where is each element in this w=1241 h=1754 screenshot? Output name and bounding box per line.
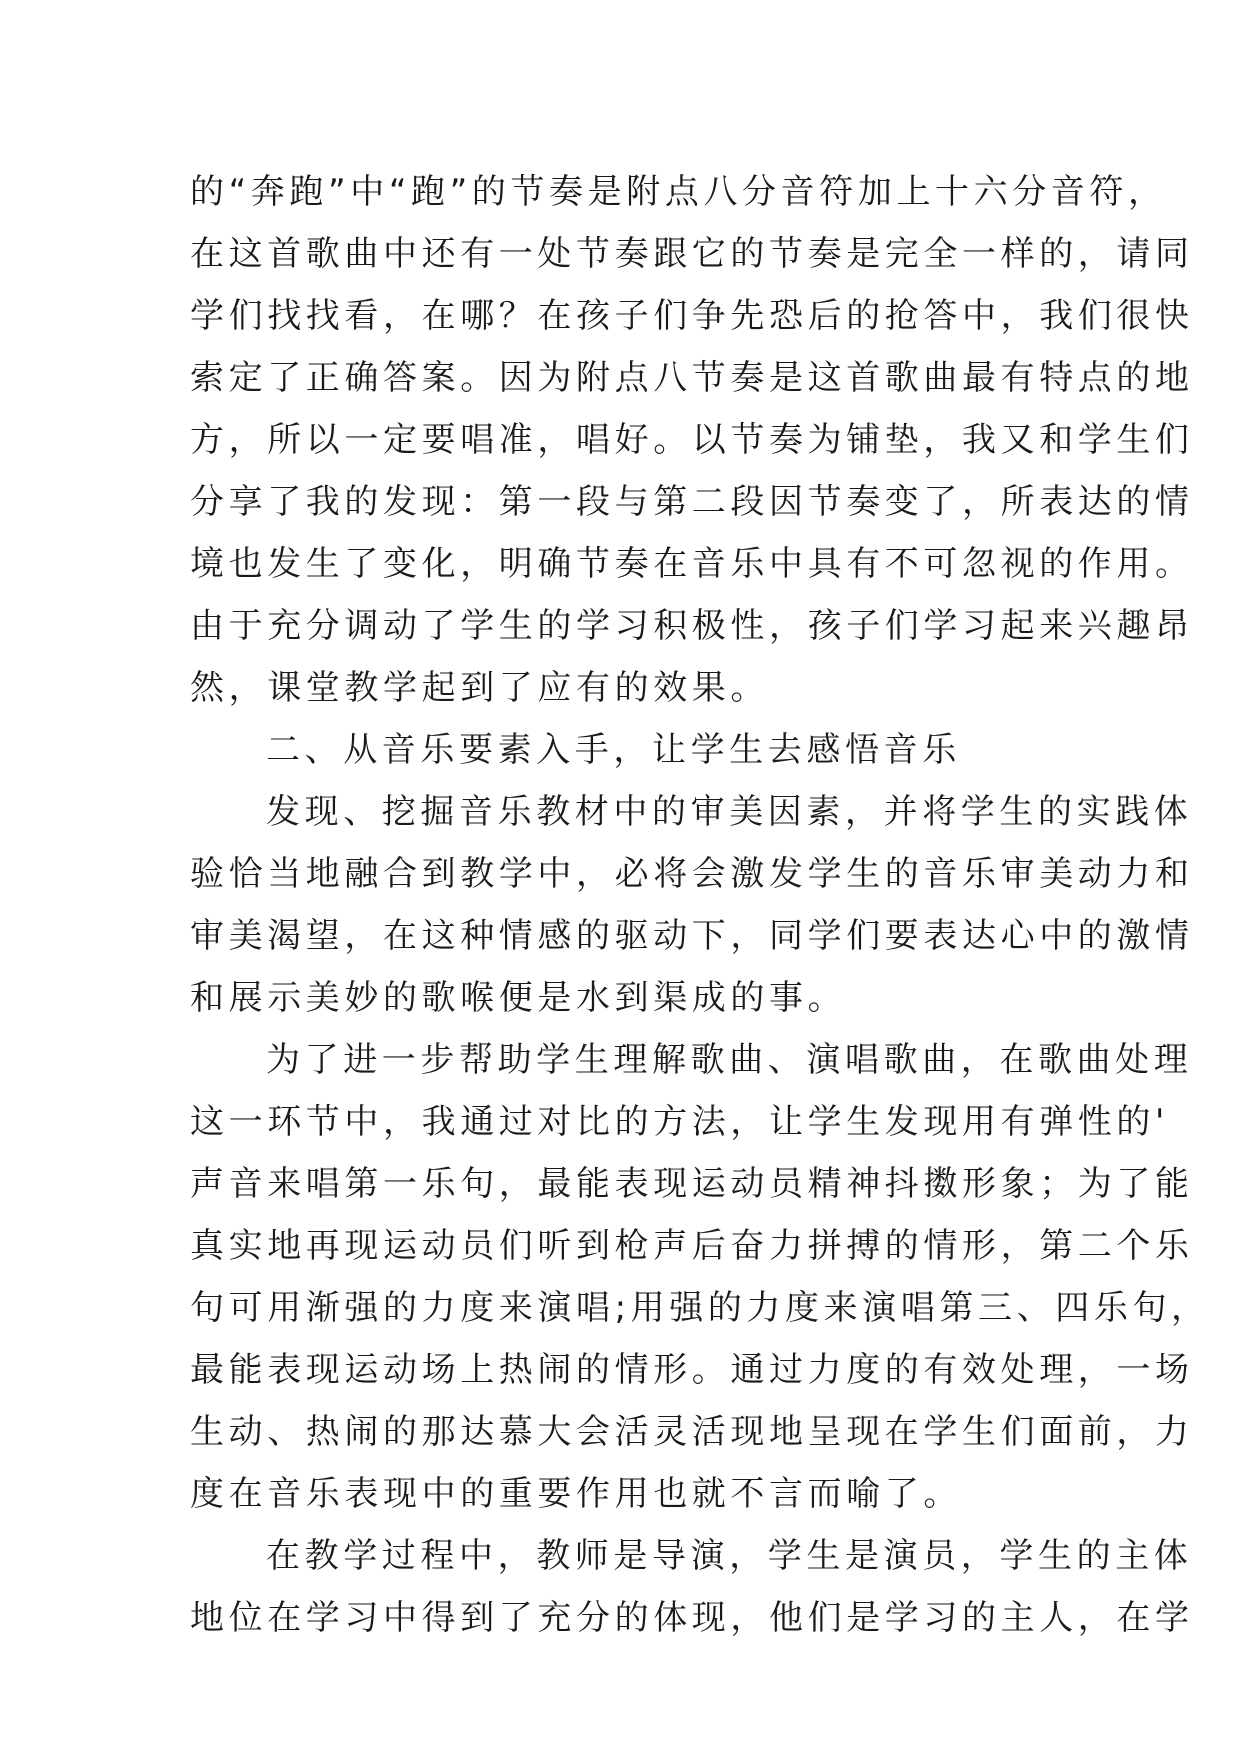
text-line: 句可用渐强的力度来演唱;用强的力度来演唱第三、四乐句，	[190, 1288, 1210, 1328]
text-line: 分享了我的发现：第一段与第二段因节奏变了，所表达的情	[190, 482, 1194, 522]
text-line: 境也发生了变化，明确节奏在音乐中具有不可忽视的作用。	[190, 544, 1194, 584]
text-line: 地位在学习中得到了充分的体现，他们是学习的主人，在学	[190, 1598, 1194, 1638]
text-line: 由于充分调动了学生的学习积极性，孩子们学习起来兴趣昂	[190, 606, 1194, 646]
text-line: 审美渴望，在这种情感的驱动下，同学们要表达心中的激情	[190, 916, 1194, 956]
text-line: 在这首歌曲中还有一处节奏跟它的节奏是完全一样的，请同	[190, 234, 1194, 274]
paragraph-4	[190, 1525, 1194, 1649]
text-line: 发现、挖掘音乐教材中的审美因素，并将学生的实践体	[266, 792, 1193, 832]
text-line: 度在音乐表现中的重要作用也就不言而喻了。	[190, 1474, 962, 1514]
text-line: 生动、热闹的那达慕大会活灵活现地呈现在学生们面前，力	[190, 1412, 1194, 1452]
text-line: 和展示美妙的歌喉便是水到渠成的事。	[190, 978, 847, 1018]
text-line: 然，课堂教学起到了应有的效果。	[190, 668, 769, 708]
section-heading: 二、从音乐要素入手，让学生去感悟音乐	[266, 730, 961, 770]
text-line: 最能表现运动场上热闹的情形。通过力度的有效处理，一场	[190, 1350, 1194, 1390]
text-line: 学们找找看，在哪？在孩子们争先恐后的抢答中，我们很快	[190, 296, 1194, 336]
text-line: 真实地再现运动员们听到枪声后奋力拼搏的情形，第二个乐	[190, 1226, 1194, 1266]
text-line: 这一环节中，我通过对比的方法，让学生发现用有弹性的'	[190, 1102, 1169, 1142]
document-body	[190, 161, 1210, 1649]
paragraph-3	[190, 1029, 1210, 1525]
paragraph-1	[190, 161, 1194, 719]
text-line: 方，所以一定要唱准，唱好。以节奏为铺垫，我又和学生们	[190, 420, 1194, 460]
text-line: 验恰当地融合到教学中，必将会激发学生的音乐审美动力和	[190, 854, 1194, 894]
text-line: 为了进一步帮助学生理解歌曲、演唱歌曲，在歌曲处理	[266, 1040, 1193, 1080]
text-line: 的“奔跑”中“跑”的节奏是附点八分音符加上十六分音符，	[190, 172, 1167, 212]
text-line: 在教学过程中，教师是导演，学生是演员，学生的主体	[266, 1536, 1193, 1576]
paragraph-2	[190, 781, 1194, 1029]
text-line: 索定了正确答案。因为附点八节奏是这首歌曲最有特点的地	[190, 358, 1194, 398]
text-line: 声音来唱第一乐句，最能表现运动员精神抖擞形象；为了能	[190, 1164, 1194, 1204]
